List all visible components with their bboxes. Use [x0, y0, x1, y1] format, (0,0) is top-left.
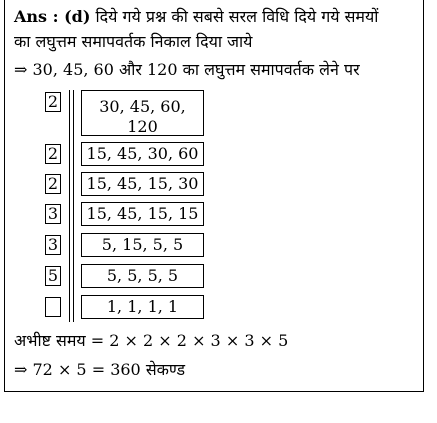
table-right-rule — [73, 90, 74, 322]
divisor-cell: 2 — [45, 174, 61, 194]
numbers-cell-line-1: 30, 45, 60, — [99, 97, 186, 116]
answer-line-2: का लघुत्तम समापवर्तक निकाल दिया जाये — [14, 32, 253, 51]
numbers-cell-line-2: 120 — [127, 117, 158, 136]
numbers-cell: 15, 45, 30, 60 — [81, 142, 204, 166]
divisor-cell: 2 — [45, 144, 61, 164]
numbers-cell: 15, 45, 15, 30 — [81, 172, 204, 196]
table-left-rule — [69, 90, 70, 322]
numbers-cell: 5, 15, 5, 5 — [81, 233, 204, 257]
result-line-2: ⇒ 72 × 5 = 360 सेकण्ड — [14, 360, 186, 379]
answer-label: Ans : (d) — [14, 7, 91, 26]
lcm-division-table — [9, 82, 429, 322]
numbers-cell: 1, 1, 1, 1 — [81, 295, 204, 319]
divisor-cell: 5 — [45, 266, 61, 286]
numbers-cell: 15, 45, 15, 15 — [81, 202, 204, 226]
divisor-cell — [45, 297, 61, 317]
solution-box — [4, 0, 424, 392]
numbers-cell — [81, 90, 204, 136]
divisor-cell: 3 — [45, 235, 61, 255]
answer-line-3: ⇒ 30, 45, 60 और 120 का लघुत्तम समापवर्तक लेने पर — [14, 60, 360, 79]
answer-line-1-text: दिये गये प्रश्न की सबसे सरल विधि दिये गये समयों — [95, 7, 379, 26]
divisor-cell: 3 — [45, 204, 61, 224]
numbers-cell: 5, 5, 5, 5 — [81, 264, 204, 288]
answer-line-1 — [14, 5, 378, 27]
divisor-cell: 2 — [45, 92, 61, 112]
result-line-1: अभीष्ट समय = 2 × 2 × 2 × 3 × 3 × 5 — [14, 331, 289, 350]
